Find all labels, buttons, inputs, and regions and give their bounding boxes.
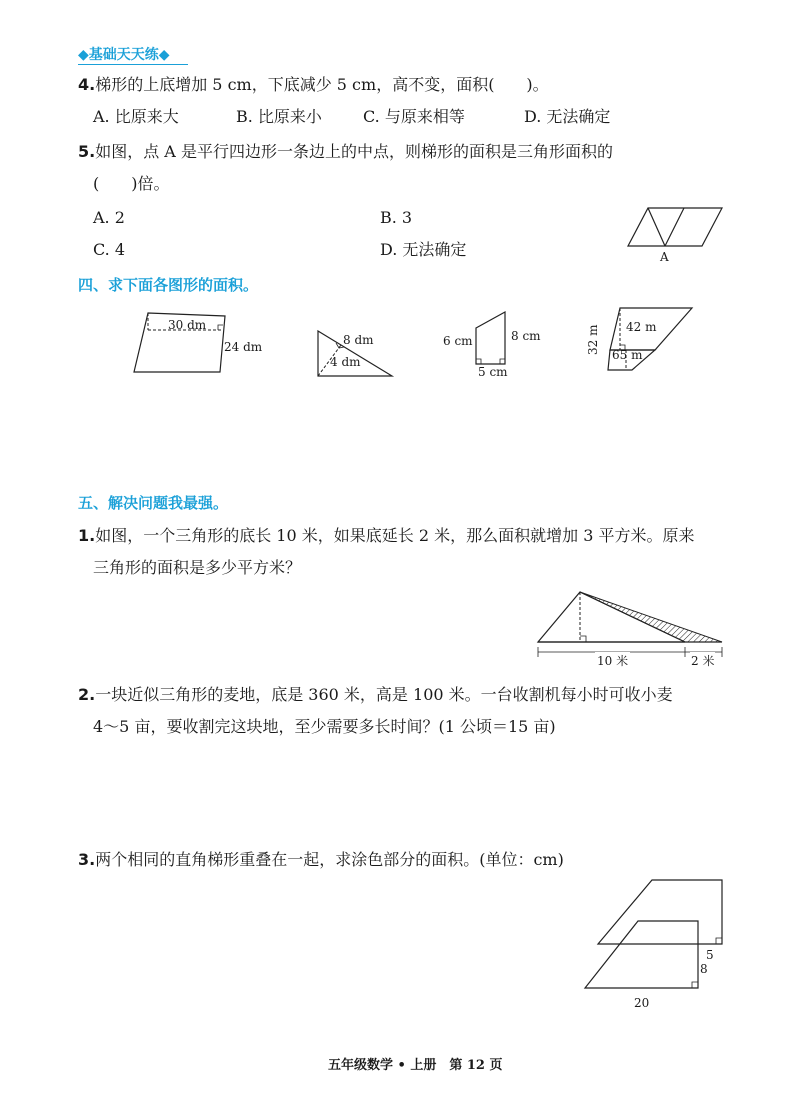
q5-option-c[interactable]: C. 4 — [93, 240, 126, 259]
banner-title: 基础天天练 — [88, 47, 159, 63]
ext-2-label: 2 米 — [691, 654, 715, 668]
section-5-heading: 五、解决问题我最强。 — [78, 494, 229, 512]
q5-option-a[interactable]: A. 2 — [93, 208, 125, 227]
q4-option-b[interactable]: B. 比原来小 — [236, 107, 322, 126]
q4-option-a[interactable]: A. 比原来大 — [93, 107, 179, 126]
trap-label-8: 8 — [700, 962, 708, 976]
fig3-bottom-label: 5 cm — [478, 365, 508, 379]
problem-1-line2: 三角形的面积是多少平方米？ — [93, 558, 302, 577]
question-number: 4. — [78, 75, 96, 94]
fig4-base-label: 65 m — [612, 348, 643, 362]
point-a-label: A — [660, 250, 669, 264]
base-10-label: 10 米 — [597, 654, 629, 668]
problem-number: 3. — [78, 850, 96, 869]
problem-text: 如图，一个三角形的底长 10 米，如果底延长 2 米，那么面积就增加 3 平方米。原来 — [95, 526, 695, 545]
problem-2-line2: 4～5 亩，要收割完这块地，至少需要多长时间？(1 公顷＝15 亩) — [93, 717, 556, 736]
problem-text: 两个相同的直角梯形重叠在一起，求涂色部分的面积。(单位：cm) — [95, 850, 564, 869]
fig3-left-label: 6 cm — [443, 334, 473, 348]
diamond-icon: ◆ — [78, 47, 89, 63]
problem-number: 1. — [78, 526, 96, 545]
fig2-b-label: 4 dm — [330, 355, 361, 369]
question-5-line2: ( )倍。 — [93, 174, 170, 193]
fig2-a-label: 8 dm — [343, 333, 374, 347]
diamond-icon: ◆ — [158, 47, 170, 63]
q5-option-d[interactable]: D. 无法确定 — [380, 240, 467, 259]
trap-label-5: 5 — [706, 948, 714, 962]
fig3-right-label: 8 cm — [511, 329, 541, 343]
q4-option-d[interactable]: D. 无法确定 — [524, 107, 611, 126]
question-number: 5. — [78, 142, 96, 161]
problem-number: 2. — [78, 685, 96, 704]
q4-option-c[interactable]: C. 与原来相等 — [363, 107, 465, 126]
page-footer: 五年级数学 • 上册 第 12 页 — [328, 1058, 503, 1073]
problem-text: 一块近似三角形的麦地，底是 360 米，高是 100 米。一台收割机每小时可收小麦 — [95, 685, 673, 704]
fig1-top-label: 30 dm — [168, 318, 207, 332]
fig1-side-label: 24 dm — [224, 340, 263, 354]
q5-option-b[interactable]: B. 3 — [380, 208, 413, 227]
section-4-heading: 四、求下面各图形的面积。 — [78, 276, 259, 294]
fig4-h-label: 42 m — [626, 320, 657, 334]
question-text: 梯形的上底增加 5 cm，下底减少 5 cm，高不变，面积( )。 — [95, 75, 549, 94]
trap-label-20: 20 — [634, 996, 650, 1010]
fig4-side-label: 32 m — [586, 324, 600, 355]
question-text: 如图，点 A 是平行四边形一条边上的中点，则梯形的面积是三角形面积的 — [95, 142, 613, 161]
